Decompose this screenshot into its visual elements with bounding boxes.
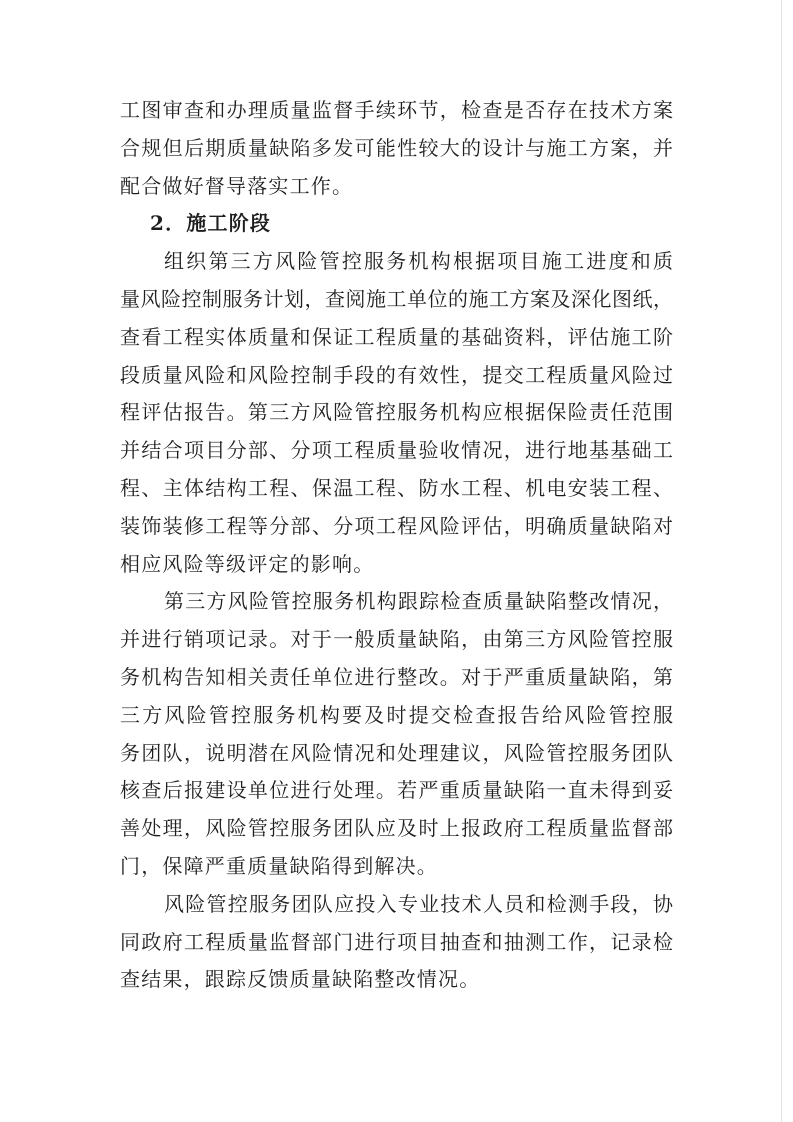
text-line: 查结果，跟踪反馈质量缺陷整改情况。	[120, 967, 481, 992]
text-line: 装饰装修工程等分部、分项工程风险评估，明确质量缺陷对	[120, 513, 673, 538]
text-line: 量风险控制服务计划，查阅施工单位的施工方案及深化图纸，	[120, 286, 673, 311]
section-heading: 2．施工阶段	[150, 211, 272, 236]
scan-edge-line	[781, 0, 782, 1122]
text-line: 程、主体结构工程、保温工程、防水工程、机电安装工程、	[120, 475, 673, 500]
text-line: 程评估报告。第三方风险管控服务机构应根据保险责任范围	[120, 400, 673, 425]
body-text	[120, 92, 673, 999]
paragraph	[120, 243, 673, 583]
text-line: 务团队，说明潜在风险情况和处理建议，风险管控服务团队	[120, 740, 673, 765]
text-line: 并进行销项记录。对于一般质量缺陷，由第三方风险管控服	[120, 627, 673, 652]
text-line: 相应风险等级评定的影响。	[120, 551, 375, 576]
text-line: 合规但后期质量缺陷多发可能性较大的设计与施工方案，并	[120, 135, 673, 160]
text-line: 门，保障严重质量缺陷得到解决。	[120, 853, 438, 878]
text-line: 风险管控服务团队应投入专业技术人员和检测手段，协	[164, 891, 673, 916]
text-line: 核查后报建设单位进行处理。若严重质量缺陷一直未得到妥	[120, 778, 673, 803]
text-line: 第三方风险管控服务机构跟踪检查质量缺陷整改情况，	[164, 589, 673, 614]
text-line: 三方风险管控服务机构要及时提交检查报告给风险管控服	[120, 702, 673, 727]
intro-paragraph	[120, 92, 673, 205]
text-line: 配合做好督导落实工作。	[120, 173, 354, 198]
paragraph	[120, 886, 673, 999]
text-line: 同政府工程质量监督部门进行项目抽查和抽测工作，记录检	[120, 929, 673, 954]
text-line: 工图审查和办理质量监督手续环节，检查是否存在技术方案	[120, 98, 673, 122]
text-line: 组织第三方风险管控服务机构根据项目施工进度和质	[164, 249, 673, 274]
text-line: 善处理，风险管控服务团队应及时上报政府工程质量监督部	[120, 816, 673, 841]
text-line: 段质量风险和风险控制手段的有效性，提交工程质量风险过	[120, 362, 673, 387]
text-line: 务机构告知相关责任单位进行整改。对于严重质量缺陷，第	[120, 664, 673, 689]
text-line: 查看工程实体质量和保证工程质量的基础资料，评估施工阶	[120, 324, 673, 349]
text-line: 并结合项目分部、分项工程质量验收情况，进行地基基础工	[120, 438, 673, 463]
paragraph	[120, 583, 673, 885]
